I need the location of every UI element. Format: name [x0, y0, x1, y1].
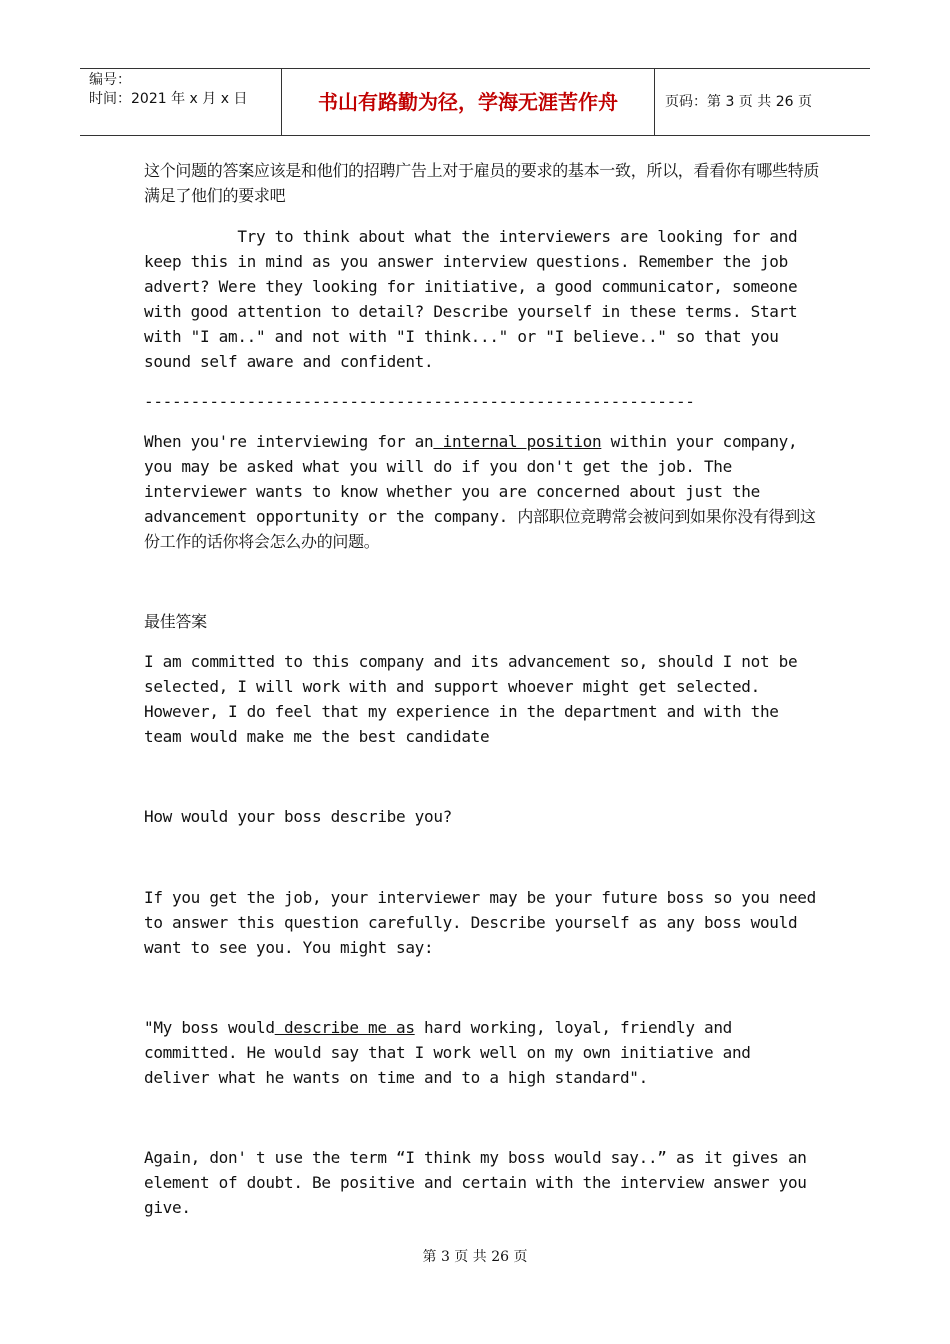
page-footer: 第 3 页 共 26 页 — [422, 1249, 528, 1265]
question-heading: How would your boss describe you? — [144, 807, 452, 826]
paragraph-text: When you're interviewing for an — [144, 432, 434, 451]
document-date-label: 时间：2021 年 x 月 x 日 — [89, 91, 248, 107]
paragraph-text: hard working, loyal, friendly and committed. He would say that I work well on my own initiative and deliver what he wants on time and to a high standard". — [144, 1018, 760, 1087]
paragraph-text: within your company, you may be asked what you will do if you don't get the job. The interviewer wants to know whether you are concerned about just the advancement opportunity or the company. — [144, 432, 807, 526]
header-page-label: 页码：第 3 页 共 26 页 — [665, 94, 812, 110]
paragraph-try-to-think: Try to think about what the interviewers are looking for and keep this in mind as you answer interview questions. Remember the job advert? Were they looking for initiative, a good communicator, someone with good attention to detail? Describe yourself in these terms. Start with "I am.." and not with "I think..." or "I believe.." so that you sound self aware and confident. — [144, 227, 807, 371]
best-answer-heading: 最佳答案 — [144, 612, 207, 631]
paragraph-best-answer: I am committed to this company and its advancement so, should I not be selected, I will work with and support whoever might get selected. However, I do feel that my experience in the department and with the team would make me the best candidate — [144, 652, 807, 746]
document-number-label: 编号： — [89, 72, 131, 88]
paragraph-cn-intro: 这个问题的答案应该是和他们的招聘广告上对于雇员的要求的基本一致，所以，看看你有哪些特质满足了他们的要求吧 — [144, 161, 820, 205]
page-header — [80, 68, 870, 136]
divider-line: ----------------------------------------------------------- — [144, 392, 695, 411]
paragraph-internal-position — [144, 429, 824, 554]
describe-me-as-link[interactable]: describe me as — [274, 1018, 415, 1037]
paragraph-again: Again, don' t use the term “I think my boss would say..” as it gives an element of doubt. Be positive and certain with the interview answer you give. — [144, 1148, 816, 1217]
internal-position-link[interactable]: internal position — [433, 432, 602, 451]
header-meta — [80, 69, 282, 135]
header-motto: 书山有路勤为径，学海无涯苦作舟 — [282, 69, 655, 135]
document-body — [144, 158, 824, 1220]
paragraph-boss-quote — [144, 1015, 824, 1090]
paragraph-cn-note: 内部职位竞聘常会被问到如果你没有得到这份工作的话你将会怎么办的问题。 — [144, 507, 816, 551]
paragraph-text: "My boss would — [144, 1018, 275, 1037]
paragraph-future-boss: If you get the job, your interviewer may be your future boss so you need to answer this question carefully. Describe yourself as any boss would want to see you. You might say: — [144, 888, 826, 957]
